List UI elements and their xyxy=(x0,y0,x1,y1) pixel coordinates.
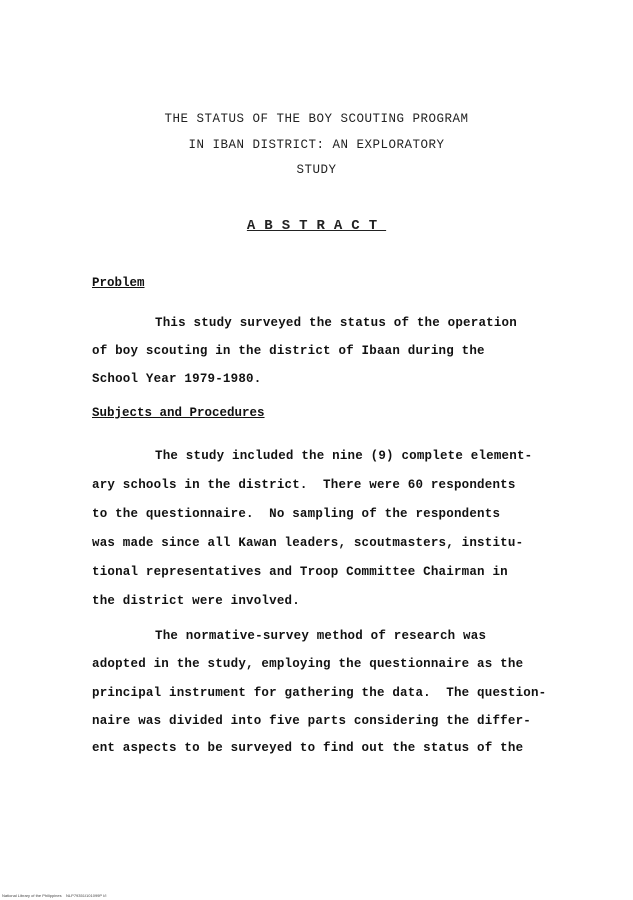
section-heading-subjects: Subjects and Procedures xyxy=(92,406,265,420)
text-line: principal instrument for gathering the data. The question- xyxy=(92,686,547,700)
text-line: of boy scouting in the district of Ibaan during the xyxy=(92,344,485,358)
title-line-2: IN IBAN DISTRICT: AN EXPLORATORY xyxy=(188,138,445,152)
text-line: was made since all Kawan leaders, scoutmasters, institu- xyxy=(92,536,524,550)
text-line: School Year 1979-1980. xyxy=(92,372,262,386)
text-line: tional representatives and Troop Committee Chairman in xyxy=(92,565,508,579)
text-line: The normative-survey method of research was xyxy=(155,629,487,643)
abstract-heading: ABSTRACT xyxy=(246,218,387,234)
text-line: ary schools in the district. There were 60 respondents xyxy=(92,478,516,492)
text-line: This study surveyed the status of the operation xyxy=(155,316,517,330)
text-line: adopted in the study, employing the questionnaire as the xyxy=(92,657,524,671)
text-line: to the questionnaire. No sampling of the respondents xyxy=(92,507,501,521)
section-heading-problem: Problem xyxy=(92,276,145,290)
title-line-3: STUDY xyxy=(296,163,337,177)
scan-footer: National Library of the Philippines NLP79351I101099P I/I xyxy=(2,893,107,898)
text-line: The study included the nine (9) complete element- xyxy=(155,449,533,463)
text-line: ent aspects to be surveyed to find out the status of the xyxy=(92,741,524,755)
title-line-1: THE STATUS OF THE BOY SCOUTING PROGRAM xyxy=(164,112,469,126)
text-line: naire was divided into five parts considering the differ- xyxy=(92,714,531,728)
text-line: the district were involved. xyxy=(92,594,300,608)
